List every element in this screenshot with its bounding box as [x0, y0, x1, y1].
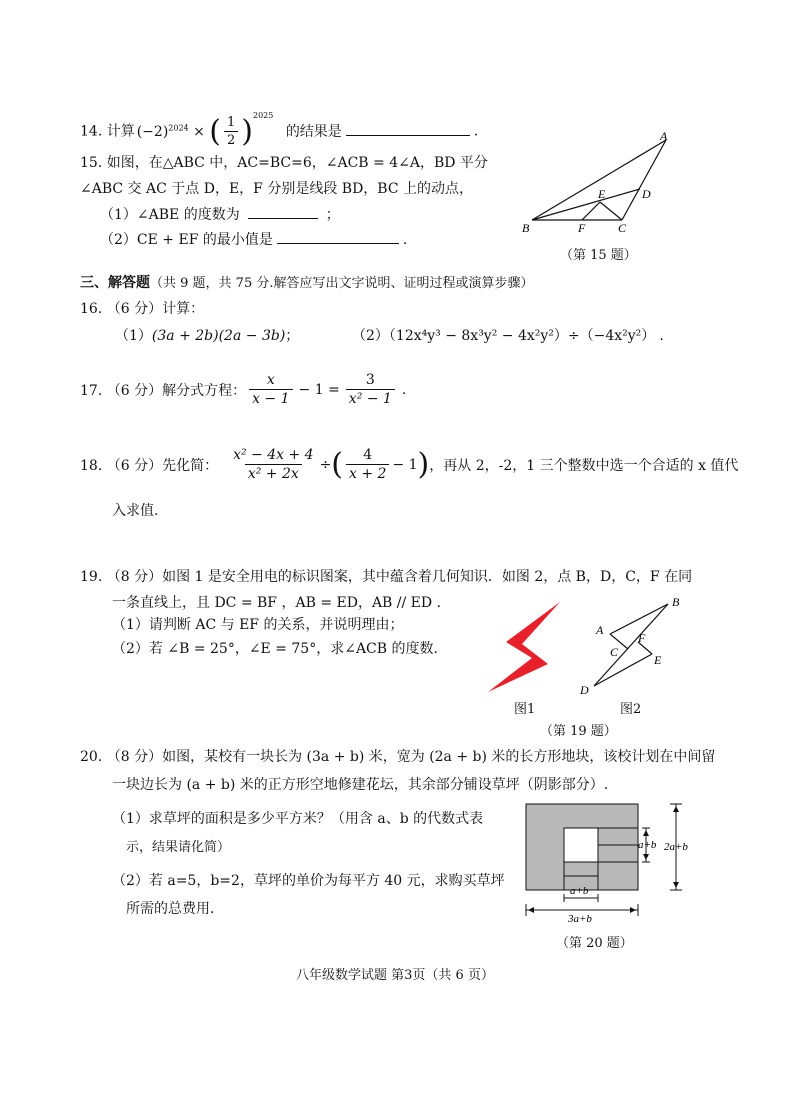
q14-end: . — [473, 123, 479, 140]
q18-f1-num: x² − 4x + 4 — [233, 447, 314, 463]
q19-line2: 一条直线上，且 DC = BF ，AB = ED，AB // ED . — [112, 595, 442, 611]
q18-fraction-1 — [230, 447, 316, 482]
q19-fig1-label: 图1 — [514, 702, 536, 717]
q18-f2-num: 4 — [363, 447, 373, 463]
q16-p2-expr: （12x⁴y³ − 8x³y² − 4x²y²）÷（−4x²y²） — [388, 328, 656, 344]
q17-minus-one: − 1 = — [298, 381, 340, 398]
q18-fraction-2 — [346, 447, 389, 482]
q19-sub2: （2）若 ∠B = 25°，∠E = 75°，求∠ACB 的度数. — [112, 641, 438, 657]
q16-part2 — [352, 325, 664, 345]
q20-sub2a: （2）若 a=5，b=2，草坪的单价为每平方 40 元，求购买草坪 — [112, 873, 505, 889]
lightning-symbol — [486, 600, 566, 696]
q16-p1-end: ； — [285, 328, 300, 344]
q15-caption: （第 15 题） — [560, 248, 637, 263]
q15-line1: 15. 如图，在△ABC 中，AC=BC=6，∠ACB = 4∠A，BD 平分 — [80, 155, 488, 171]
q16-p2-end: . — [659, 328, 664, 344]
q14-expression: $(-2)^{2024}$ × ( $\frac{1}{2}$ )$^{2025}$ — [136, 110, 274, 149]
q19-label-e: E — [654, 653, 662, 667]
q16-p1-expr: (3a + 2b)(2a − 3b) — [151, 328, 286, 344]
q17-fraction-1 — [249, 372, 292, 407]
q15-label-a: A — [660, 129, 668, 143]
q20-sub2b: 所需的总费用. — [126, 901, 215, 917]
q15-label-c: C — [618, 221, 627, 235]
q15-label-d: D — [642, 187, 651, 201]
q18-tail: ，再从 2，-2，1 三个整数中选一个合适的 x 值代 — [429, 457, 739, 474]
q20-sub1b: 示，结果请化简） — [126, 840, 231, 855]
q19-line1: 19. （8 分）如图 1 是安全用电的标识图案，其中蕴含着几何知识．如图 2，点 B，D，C，F 在同 — [80, 569, 693, 585]
q17-end: . — [401, 381, 407, 398]
q20-dim-inner-horizontal: a+b — [570, 885, 589, 897]
q15-figure — [520, 128, 680, 238]
section3-heading — [80, 272, 533, 292]
q15-label-e: E — [598, 187, 606, 201]
q19-label-d: D — [580, 683, 589, 697]
q15-sub2-end: . — [402, 232, 408, 248]
section3-title: 三、解答题 — [80, 275, 150, 291]
q16-p1-label: （1） — [115, 328, 152, 344]
q16-head: 16. （6 分）计算： — [80, 301, 205, 317]
q20-caption: （第 20 题） — [556, 936, 633, 951]
q15-sub1-end: ； — [325, 207, 340, 223]
q16-part1 — [115, 325, 299, 345]
q16-p2-label: （2） — [352, 328, 389, 344]
q17-f1-num: x — [266, 372, 275, 388]
q18-f1-den: x² + 2x — [245, 464, 302, 482]
q18-rparen: ) — [417, 446, 430, 482]
q19-label-c: C — [610, 645, 619, 659]
q14-answer-blank[interactable] — [346, 121, 470, 136]
q20-dim-inner-vertical: a+b — [638, 839, 657, 851]
q18-head: 18. （6 分）先化简： — [80, 457, 219, 474]
q17-head: 17. （6 分）解分式方程： — [80, 382, 247, 399]
q15-sub1-blank[interactable] — [248, 204, 318, 219]
q15-sub1-text: （1）∠ABE 的度数为 — [100, 207, 240, 223]
q15-label-b: B — [522, 221, 530, 235]
q19-label-a: A — [596, 623, 604, 637]
lightning-shape — [488, 602, 560, 692]
q20-figure — [516, 800, 712, 926]
q18-f2-den: x + 2 — [346, 464, 389, 482]
section3-note: （共 9 题，共 75 分.解答应写出文字说明、证明过程或演算步骤） — [150, 276, 534, 291]
q15-sub2-blank[interactable] — [277, 229, 399, 244]
q19-sub1: （1）请判断 AC 与 EF 的关系，并说明理由； — [112, 617, 404, 633]
q17-f1-den: x − 1 — [249, 389, 292, 407]
q20-sub1a: （1）求草坪的面积是多少平方米？（用含 a、b 的代数式表 — [112, 811, 484, 827]
q18-minus-one: − 1 — [392, 456, 418, 473]
q18-lparen: ( — [331, 446, 344, 482]
q17-f2-num: 3 — [365, 372, 375, 388]
q20-line2: 一块边长为 (a + b) 米的正方形空地修建花坛，其余部分铺设草坪（阴影部分）. — [112, 777, 609, 793]
q19-figure-2 — [574, 594, 694, 698]
q20-dim-outer-horizontal: 3a+b — [568, 913, 592, 925]
flower-bed — [564, 828, 598, 862]
q17-fraction-2 — [346, 372, 395, 407]
q15-sub2-text: （2）CE + EF 的最小值是 — [100, 232, 273, 248]
q19-fig2-label: 图2 — [620, 702, 642, 717]
q15-sub1 — [100, 204, 340, 224]
q15-sub2 — [100, 229, 407, 249]
q17 — [80, 372, 406, 407]
q18 — [80, 447, 738, 482]
q14 — [80, 110, 479, 149]
q19-caption: （第 19 题） — [540, 724, 617, 739]
q20-dim-outer-vertical: 2a+b — [664, 841, 688, 853]
q19-label-f: F — [638, 631, 646, 645]
q15-label-f: F — [578, 221, 586, 235]
q17-f2-den: x² − 1 — [346, 389, 395, 407]
q19-label-b: B — [672, 595, 680, 609]
q20-line1: 20. （8 分）如图，某校有一块长为 (3a + b) 米，宽为 (2a + b) 米的长方形地块，该校计划在中间留 — [80, 749, 716, 765]
q18-line2: 入求值. — [112, 503, 159, 519]
page-footer: 八年级数学试题 第3页（共 6 页） — [296, 968, 494, 983]
q15-line2: ∠ABC 交 AC 于点 D，E，F 分别是线段 BD，BC 上的动点， — [80, 181, 474, 197]
q14-prefix: 14. 计算 — [80, 123, 135, 140]
q14-tail: 的结果是 — [285, 123, 342, 140]
q18-divide: ÷ — [319, 456, 332, 473]
